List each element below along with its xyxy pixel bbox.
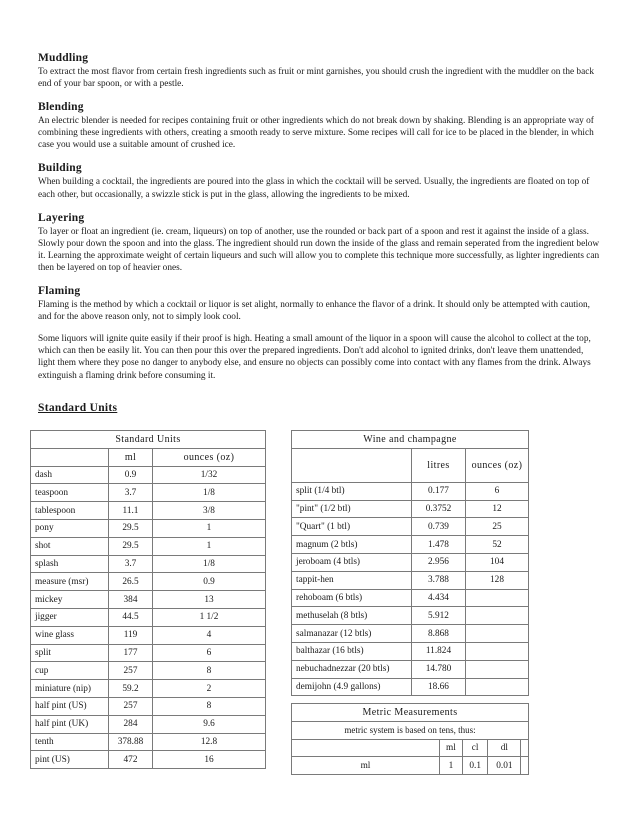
table-cell: 0.9	[109, 466, 153, 484]
table-cell: 472	[109, 751, 153, 769]
table-cell: 14.780	[412, 660, 466, 678]
table-cell: 13	[153, 591, 266, 609]
table-cell: 0.177	[412, 482, 466, 500]
table-cell: split	[31, 644, 109, 662]
table-cell: 44.5	[109, 608, 153, 626]
table-cell: shot	[31, 537, 109, 555]
table-row	[31, 733, 266, 751]
table-cell: pony	[31, 519, 109, 537]
table-cell: 9.6	[153, 715, 266, 733]
table-row	[292, 589, 529, 607]
table-cell: 0.1	[462, 757, 488, 775]
table-cell: 1	[153, 519, 266, 537]
document-body	[38, 52, 600, 393]
section-paragraph: Some liquors will ignite quite easily if their proof is high. Heating a small amount of the liquor in a spoon will cause the alcohol to collect at the top, which can then be easily lit. You can then pour this over the prepared ingredients. Don't add alcohol to ignited drinks, don't leave them unattended, light them where they pose no danger to anybody else, and ensure no objects can possibly come into contact with any flames from the drink. Always extinguish a flaming drink before consuming it.	[38, 334, 591, 381]
table-row	[292, 536, 529, 554]
table-row	[31, 537, 266, 555]
table-row	[292, 518, 529, 536]
table-cell: 257	[109, 662, 153, 680]
table-row	[31, 555, 266, 573]
table-cell: 4	[153, 626, 266, 644]
table-cell: wine glass	[31, 626, 109, 644]
table-cell: 177	[109, 644, 153, 662]
table-cell: 3.788	[412, 571, 466, 589]
table-cell: 26.5	[109, 573, 153, 591]
table-cell: 2.956	[412, 553, 466, 571]
table-title: Metric Measurements	[292, 704, 529, 722]
table-cell: 378.88	[109, 733, 153, 751]
table-title: Standard Units	[31, 431, 266, 449]
table-header-cell: ounces (oz)	[153, 448, 266, 466]
table-header-cell	[292, 739, 440, 757]
table-cell: 0.3752	[412, 500, 466, 518]
table-cell: teaspoon	[31, 484, 109, 502]
table-header-cell: dl	[488, 739, 521, 757]
section-muddling	[38, 52, 600, 90]
table-cell	[466, 589, 529, 607]
table-cell: 1/32	[153, 466, 266, 484]
section-heading: Muddling	[38, 52, 89, 64]
section-heading: Building	[38, 162, 82, 175]
table-header-cell: ml	[440, 739, 463, 757]
table-row	[292, 625, 529, 643]
table-cell: 11.1	[109, 502, 153, 520]
table-row	[31, 626, 266, 644]
table-cell: 128	[466, 571, 529, 589]
table-row	[292, 660, 529, 678]
section-paragraph: An electric blender is needed for recipes containing fruit or other ingredients which do not break down by shaking. Blending is an appropriate way of combining these ingredients with others, creating a smooth ready to serve mixture. Some recipes will call for ice to be placed in the blender, in which case you would use a suitable amount of crushed ice.	[38, 116, 594, 151]
wine-champagne-body	[292, 448, 529, 696]
table-cell: 3.7	[109, 484, 153, 502]
table-cell: 4.434	[412, 589, 466, 607]
table-cell: 52	[466, 536, 529, 554]
table-cell: split (1/4 btl)	[292, 482, 412, 500]
table-row	[31, 662, 266, 680]
table-cell: rehoboam (6 btls)	[292, 589, 412, 607]
table-row	[292, 642, 529, 660]
table-row	[31, 715, 266, 733]
table-row	[292, 553, 529, 571]
table-cell: 284	[109, 715, 153, 733]
table-header-cell: cl	[462, 739, 488, 757]
table-row	[31, 608, 266, 626]
table-header-cell	[521, 739, 529, 757]
table-cell	[466, 660, 529, 678]
table-row	[31, 519, 266, 537]
table-cell: demijohn (4.9 gallons)	[292, 678, 412, 696]
standard-units-body	[31, 448, 266, 768]
metric-measurements-table	[291, 703, 529, 775]
table-header-cell: ounces (oz)	[466, 448, 529, 482]
table-cell: magnum (2 btls)	[292, 536, 412, 554]
section-paragraph: When building a cocktail, the ingredients are poured into the glass in which the cocktail will be served. Usually, the ingredients are floated on top of each other, but occasionally, a swizzle stick is put in the glass, allowing the ingredients to be mixed.	[38, 177, 590, 200]
table-cell: pint (US)	[31, 751, 109, 769]
table-row	[31, 644, 266, 662]
table-header-cell	[292, 448, 412, 482]
table-cell: 29.5	[109, 537, 153, 555]
section-building	[38, 162, 600, 200]
section-heading: Blending	[38, 101, 84, 114]
table-cell: 11.824	[412, 642, 466, 660]
table-row	[292, 571, 529, 589]
table-row	[31, 680, 266, 698]
table-cell: 8	[153, 697, 266, 715]
table-cell: 257	[109, 697, 153, 715]
table-cell: 6	[153, 644, 266, 662]
table-cell: 1	[153, 537, 266, 555]
table-cell: dash	[31, 466, 109, 484]
table-cell	[466, 678, 529, 696]
table-cell: 384	[109, 591, 153, 609]
table-cell: tappit-hen	[292, 571, 412, 589]
table-cell: splash	[31, 555, 109, 573]
table-cell	[466, 625, 529, 643]
table-title: Wine and champagne	[292, 431, 529, 449]
table-cell: 104	[466, 553, 529, 571]
table-cell: jeroboam (4 btls)	[292, 553, 412, 571]
table-cell: mickey	[31, 591, 109, 609]
table-cell: tablespoon	[31, 502, 109, 520]
table-row	[31, 502, 266, 520]
table-row	[292, 607, 529, 625]
section-paragraph: Flaming is the method by which a cocktail or liquor is set alight, normally to enhance the flavor of a drink. It should only be attempted with caution, and for the above reason only, not to simply look cool.	[38, 300, 591, 323]
section-blending	[38, 101, 600, 151]
wine-champagne-table	[291, 430, 529, 696]
table-cell: 8.868	[412, 625, 466, 643]
table-cell	[466, 607, 529, 625]
table-cell: 0.01	[488, 757, 521, 775]
table-cell: 5.912	[412, 607, 466, 625]
table-cell: nebuchadnezzar (20 btls)	[292, 660, 412, 678]
table-row	[292, 482, 529, 500]
table-header-cell	[31, 448, 109, 466]
table-cell: balthazar (16 btls)	[292, 642, 412, 660]
table-row	[31, 573, 266, 591]
table-cell: 25	[466, 518, 529, 536]
table-header-cell: litres	[412, 448, 466, 482]
table-row	[31, 484, 266, 502]
section-heading: Layering	[38, 211, 85, 224]
table-row	[292, 678, 529, 696]
standard-units-heading: Standard Units	[38, 402, 118, 414]
table-row	[31, 751, 266, 769]
table-cell: 1/8	[153, 555, 266, 573]
table-cell	[521, 757, 529, 775]
section-paragraph: To extract the most flavor from certain fresh ingredients such as fruit or mint garnishes, you should crush the ingredient with the muddler on the back end of your bar spoon, or with a pestle.	[38, 67, 594, 90]
table-cell: 0.739	[412, 518, 466, 536]
table-cell: tenth	[31, 733, 109, 751]
table-cell: 59.2	[109, 680, 153, 698]
section-paragraph: To layer or float an ingredient (ie. cream, liqueurs) on top of another, use the rounded or back part of a spoon and rest it against the inside of a glass. Slowly pour down the spoon and into the glass. The ingredient should run down the inside of the glass and remain seperated from the ingredient below it. Learning the approximate weight of certain liqueurs and such will allow you to complete this technique more successfully, as lighter ingredients can then be layered on top of heavier ones.	[38, 226, 600, 273]
table-row	[31, 697, 266, 715]
table-cell: 0.9	[153, 573, 266, 591]
table-cell: 6	[466, 482, 529, 500]
table-cell: 29.5	[109, 519, 153, 537]
table-row	[31, 591, 266, 609]
table-cell: 1/8	[153, 484, 266, 502]
table-cell: 3.7	[109, 555, 153, 573]
table-cell: methuselah (8 btls)	[292, 607, 412, 625]
table-cell: "pint" (1/2 btl)	[292, 500, 412, 518]
table-cell: ml	[292, 757, 440, 775]
section-layering	[38, 212, 600, 274]
table-header-cell: ml	[109, 448, 153, 466]
table-cell: "Quart" (1 btl)	[292, 518, 412, 536]
table-row	[31, 466, 266, 484]
table-cell: 1.478	[412, 536, 466, 554]
table-cell: 119	[109, 626, 153, 644]
table-cell: 12.8	[153, 733, 266, 751]
metric-note: metric system is based on tens, thus:	[292, 721, 529, 739]
table-cell: 8	[153, 662, 266, 680]
table-cell: half pint (UK)	[31, 715, 109, 733]
section-heading: Flaming	[38, 285, 81, 298]
section-flaming	[38, 285, 600, 382]
table-cell: 16	[153, 751, 266, 769]
standard-units-table	[30, 430, 266, 769]
table-cell: miniature (nip)	[31, 680, 109, 698]
table-row	[292, 500, 529, 518]
table-cell: cup	[31, 662, 109, 680]
table-cell: measure (msr)	[31, 573, 109, 591]
table-cell: salmanazar (12 btls)	[292, 625, 412, 643]
table-cell: 2	[153, 680, 266, 698]
table-cell: 18.66	[412, 678, 466, 696]
table-cell: half pint (US)	[31, 697, 109, 715]
table-cell	[466, 642, 529, 660]
table-cell: jigger	[31, 608, 109, 626]
table-cell: 12	[466, 500, 529, 518]
table-cell: 1 1/2	[153, 608, 266, 626]
table-cell: 1	[440, 757, 463, 775]
table-cell: 3/8	[153, 502, 266, 520]
